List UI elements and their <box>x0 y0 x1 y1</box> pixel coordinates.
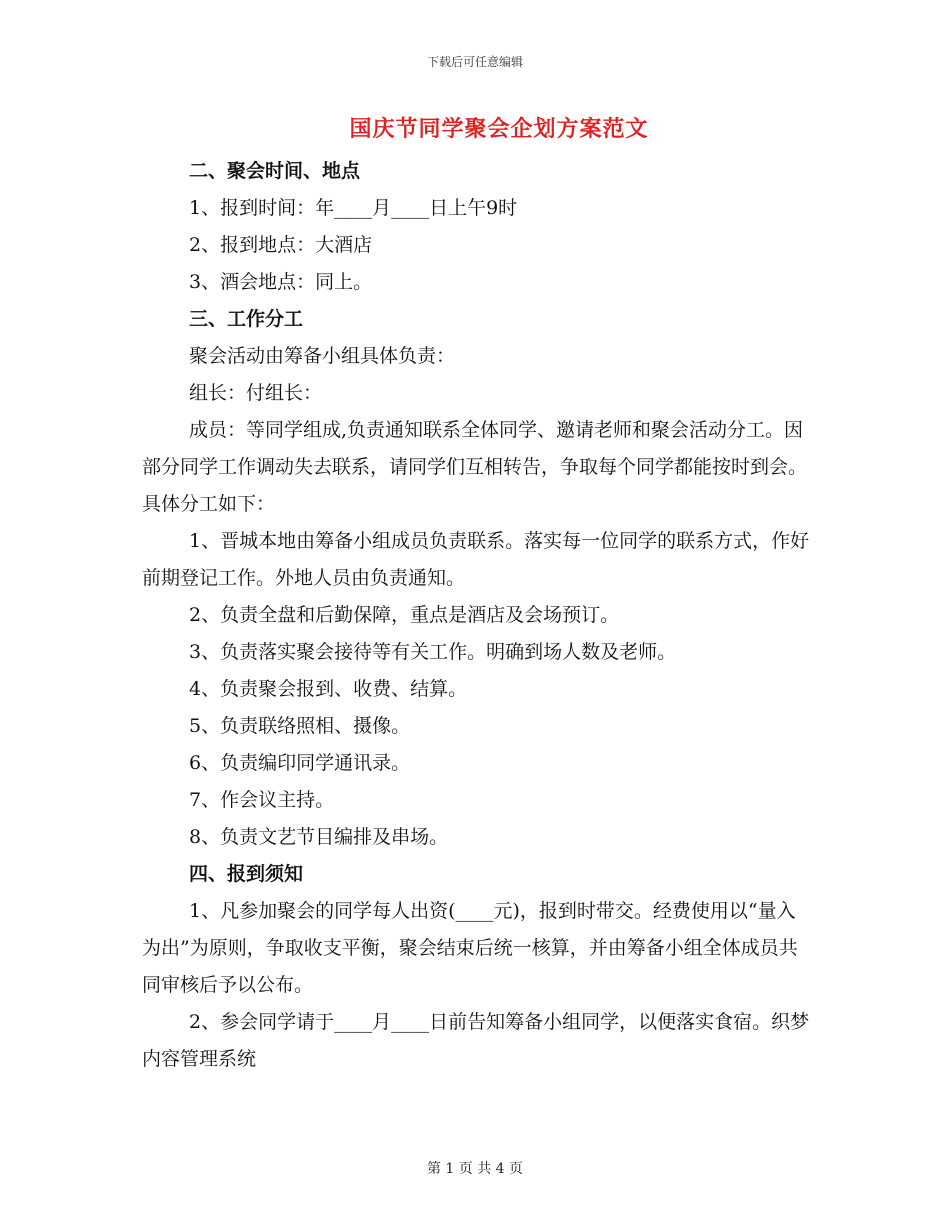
document-body <box>142 153 812 1078</box>
paragraph-committee-intro: 聚会活动由筹备小组具体负责： <box>189 345 456 367</box>
paragraph-task-6: 6、负责编印同学通讯录。 <box>189 752 411 774</box>
page-number-footer: 第 1 页 共 4 页 <box>426 1161 524 1177</box>
document-title: 国庆节同学聚会企划方案范文 <box>349 116 649 142</box>
paragraph-task-7: 7、作会议主持。 <box>189 789 335 811</box>
paragraph-banquet-location: 3、酒会地点：同上。 <box>189 271 373 293</box>
paragraph-rsvp-notice: 2、参会同学请于____月____日前告知筹备小组同学，以便落实食宿。织梦内容管理系统 <box>142 1011 810 1070</box>
paragraph-task-3: 3、负责落实聚会接待等有关工作。明确到场人数及老师。 <box>189 641 677 663</box>
paragraph-members: 成员：等同学组成,负责通知联系全体同学、邀请老师和聚会活动分工。因部分同学工作调动失去联系，请同学们互相转告，争取每个同学都能按时到会。具体分工如下： <box>142 419 808 515</box>
paragraph-task-4: 4、负责聚会报到、收费、结算。 <box>189 678 468 700</box>
paragraph-task-8: 8、负责文艺节目编排及串场。 <box>189 826 449 848</box>
paragraph-task-5: 5、负责联络照相、摄像。 <box>189 715 411 737</box>
section-heading-time-place: 二、聚会时间、地点 <box>189 160 361 182</box>
paragraph-fee-notice: 1、凡参加聚会的同学每人出资(____元)，报到时带交。经费使用以“量入为出”为原则，争取收支平衡，聚会结束后统一核算，并由筹备小组全体成员共同审核后予以公布。 <box>142 900 798 996</box>
paragraph-leaders: 组长：付组长： <box>189 382 323 404</box>
paragraph-report-time: 1、报到时间：年____月____日上午9时 <box>189 197 518 219</box>
paragraph-task-2: 2、负责全盘和后勤保障，重点是酒店及会场预订。 <box>189 604 620 626</box>
paragraph-task-1: 1、晋城本地由筹备小组成员负责联系。落实每一位同学的联系方式，作好前期登记工作。外地人员由负责通知。 <box>142 530 810 589</box>
paragraph-report-location: 2、报到地点：大酒店 <box>189 234 373 256</box>
section-heading-work-division: 三、工作分工 <box>189 308 304 330</box>
page-header-note: 下载后可任意编辑 <box>426 55 523 69</box>
section-heading-registration-notice: 四、报到须知 <box>189 863 304 885</box>
